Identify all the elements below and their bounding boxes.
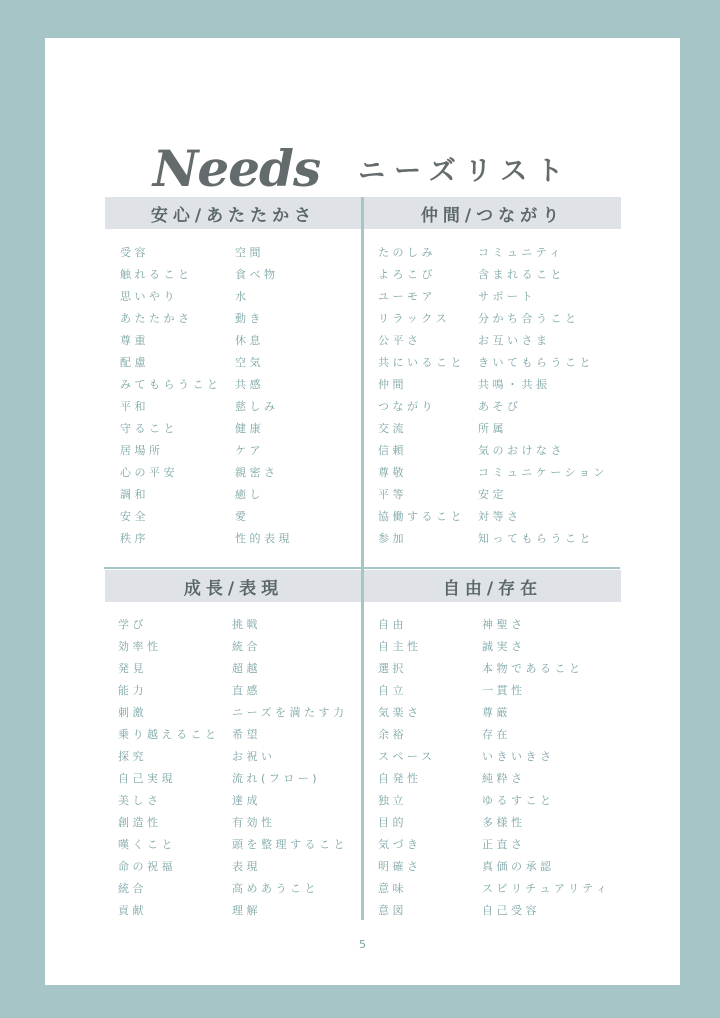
list-item: 自立 [378,684,407,697]
list-item: 明確さ [378,860,422,873]
list-item: 癒し [235,488,264,501]
list-item: 対等さ [478,510,522,523]
list-item: 水 [235,290,250,303]
list-item: 心の平安 [120,466,178,479]
list-item: 表現 [232,860,261,873]
list-item: 健康 [235,422,264,435]
list-item: 仲間 [378,378,407,391]
list-item: 受容 [120,246,149,259]
list-item: 美しさ [118,794,162,807]
list-item: きいてもらうこと [478,356,594,369]
page-title [45,133,680,203]
list-item: 性的表現 [235,532,293,545]
list-item: みてもらうこと [120,378,222,391]
list-item: 安全 [120,510,149,523]
list-item: よろこび [378,268,436,281]
title-japanese: ニーズリスト [358,155,573,187]
list-item: 知ってもらうこと [478,532,594,545]
list-item: お祝い [232,750,276,763]
list-item: 発見 [118,662,147,675]
list-item: 貢献 [118,904,147,917]
list-item: 触れること [120,268,193,281]
list-item: 神聖さ [482,618,526,631]
list-item: ユーモア [378,290,436,303]
list-item: 探究 [118,750,147,763]
list-item: 高めあうこと [232,882,319,895]
list-item: 交流 [378,422,407,435]
list-item: リラックス [378,312,451,325]
list-item: 独立 [378,794,407,807]
section-header: 成長/表現 [105,570,362,602]
list-item: 自由 [378,618,407,631]
list-item: たのしみ [378,246,436,259]
section-header: 自由/存在 [364,570,621,602]
list-item: 共にいること [378,356,465,369]
horizontal-divider [104,567,620,569]
list-item: 存在 [482,728,511,741]
list-item: 余裕 [378,728,407,741]
list-item: 流れ(フロー) [232,772,321,785]
list-item: 命の祝福 [118,860,176,873]
item-column-2 [232,614,348,922]
list-item: 含まれること [478,268,565,281]
list-item: 達成 [232,794,261,807]
list-item: 配慮 [120,356,149,369]
list-item: 動き [235,312,264,325]
list-item: 居場所 [120,444,164,457]
list-item: 統合 [118,882,147,895]
list-item: ゆるすこと [482,794,555,807]
list-item: 乗り越えること [118,728,220,741]
section-header: 仲間/つながり [364,197,621,229]
list-item: 刺激 [118,706,147,719]
list-item: 正直さ [482,838,526,851]
item-column-1 [120,242,222,550]
list-item: ニーズを満たす力 [232,706,348,719]
list-item: つながり [378,400,436,413]
title-english: Needs [152,138,321,198]
list-item: 尊厳 [482,706,511,719]
item-column-2 [235,242,293,550]
list-item: 尊重 [120,334,149,347]
section-header: 安心/あたたかさ [105,197,362,229]
list-item: 気のおけなさ [478,444,565,457]
list-item: 効率性 [118,640,162,653]
list-item: 秩序 [120,532,149,545]
list-item: 一貫性 [482,684,526,697]
section-growth [105,570,362,917]
page-number: 5 [359,938,366,951]
list-item: 参加 [378,532,407,545]
list-item: 食べ物 [235,268,279,281]
list-item: 有効性 [232,816,276,829]
list-item: 選択 [378,662,407,675]
list-item: 公平さ [378,334,422,347]
list-item: コミュニティ [478,246,564,259]
list-item: 尊敬 [378,466,407,479]
list-item: 協働すること [378,510,465,523]
section-freedom [364,570,621,917]
list-item: 自主性 [378,640,422,653]
list-item: 信頼 [378,444,407,457]
list-item: スペース [378,750,436,763]
list-item: 統合 [232,640,261,653]
list-item: 親密さ [235,466,279,479]
list-item: 愛 [235,510,250,523]
list-item: 空間 [235,246,264,259]
list-item: 気づき [378,838,422,851]
list-item: 挑戦 [232,618,261,631]
list-item: 真価の承認 [482,860,555,873]
list-item: 多様性 [482,816,526,829]
list-item: 所属 [478,422,507,435]
list-item: 分かち合うこと [478,312,580,325]
list-item: 空気 [235,356,264,369]
list-item: あそび [478,400,522,413]
list-item: 安定 [478,488,507,501]
list-item: 本物であること [482,662,584,675]
list-item: お互いさま [478,334,551,347]
list-item: 頭を整理すること [232,838,348,851]
list-item: 自発性 [378,772,422,785]
list-item: 意味 [378,882,407,895]
item-column-2 [478,242,608,550]
list-item: スピリチュアリティ [482,882,611,895]
list-item: 守ること [120,422,178,435]
list-item: 誠実さ [482,640,526,653]
list-item: ケア [235,444,264,457]
list-item: 嘆くこと [118,838,176,851]
list-item: 慈しみ [235,400,279,413]
list-item: 調和 [120,488,149,501]
list-item: 自己受容 [482,904,540,917]
list-item: 自己実現 [118,772,176,785]
list-item: 意図 [378,904,407,917]
list-item: 超越 [232,662,261,675]
section-safety [105,197,362,545]
list-item: 純粋さ [482,772,526,785]
list-item: 気楽さ [378,706,422,719]
list-item: 直感 [232,684,261,697]
list-item: 学び [118,618,147,631]
list-item: 平等 [378,488,407,501]
list-item: 創造性 [118,816,162,829]
list-item: 理解 [232,904,261,917]
list-item: あたたかさ [120,312,193,325]
list-item: 思いやり [120,290,178,303]
list-item: 休息 [235,334,264,347]
list-item: 平和 [120,400,149,413]
list-item: サポート [478,290,536,303]
item-column-2 [482,614,610,922]
list-item: 共鳴・共振 [478,378,551,391]
vertical-divider [361,197,364,920]
list-item: 目的 [378,816,407,829]
list-item: コミュニケーション [478,466,608,479]
item-column-1 [378,614,435,922]
list-item: いきいきさ [482,750,555,763]
section-connection [364,197,621,545]
list-item: 能力 [118,684,147,697]
item-column-1 [378,242,465,550]
item-column-1 [118,614,220,922]
list-item: 希望 [232,728,261,741]
list-item: 共感 [235,378,264,391]
